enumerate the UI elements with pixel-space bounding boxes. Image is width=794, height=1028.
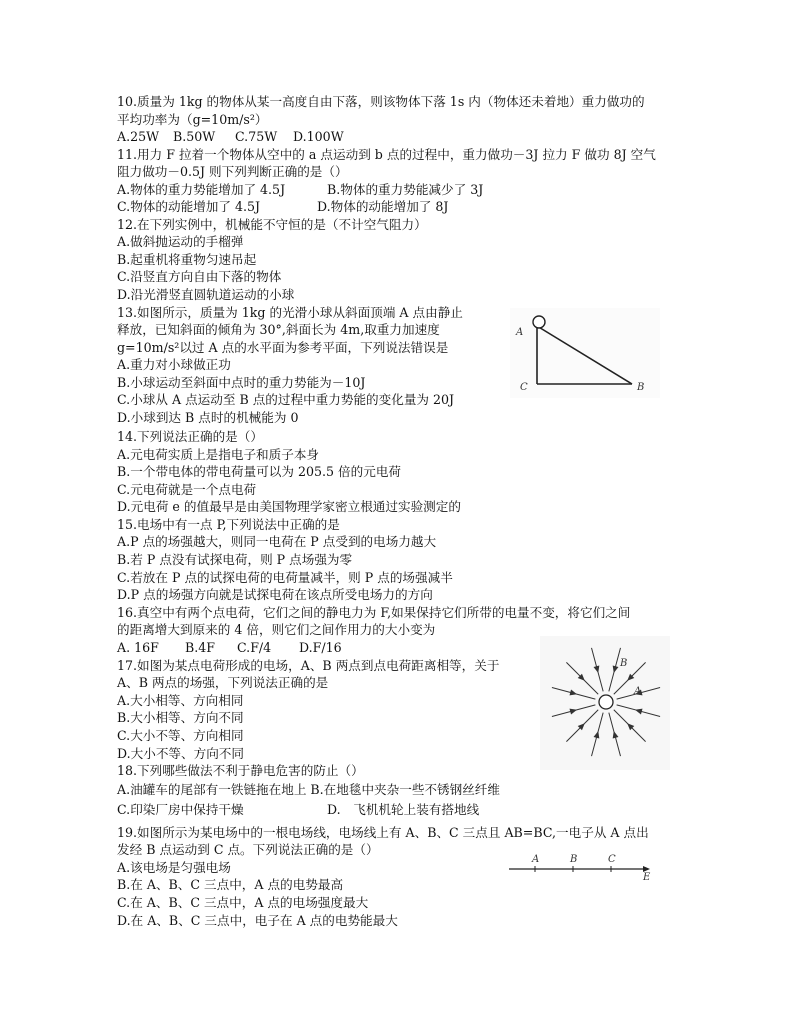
q13-option-c: C.小球从 A 点运动至 B 点的过程中重力势能的变化量为 20J <box>117 392 455 407</box>
q18-option-ab: A.油罐车的尾部有一铁链拖在地上 B.在地毯中夹杂一些不锈钢丝纤维 <box>117 782 500 797</box>
q14-option-d: D.元电荷 e 的值最早是由美国物理学家密立根通过实验测定的 <box>117 499 461 514</box>
q10-stem-line2: 平均功率为（g=10m/s²） <box>117 112 268 127</box>
q19-option-d: D.在 A、B、C 三点中，电子在 A 点的电势能最大 <box>117 913 398 928</box>
q15-option-a: A.P 点的场强越大，则同一电荷在 P 点受到的电场力越大 <box>117 534 437 549</box>
line-label-e: E <box>643 872 651 880</box>
q11-stem-line1: 11.用力 F 拉着一个物体从空中的 a 点运动到 b 点的过程中，重力做功－3J 拉力 F 做功 8J 空气 <box>117 147 656 162</box>
q10-option-b: B.50W <box>173 129 216 144</box>
q13-stem-line1: 13.如图所示，质量为 1kg 的光滑小球从斜面顶端 A 点由静止 <box>117 305 463 320</box>
q16-option-a: A. 16F <box>117 640 159 655</box>
q14-option-c: C.元电荷就是一个点电荷 <box>117 482 257 497</box>
q15-stem: 15.电场中有一点 P,下列说法中正确的是 <box>117 517 340 532</box>
q17-stem-line1: 17.如图为某点电荷形成的电场，A、B 两点到点电荷距离相等，关于 <box>117 658 500 673</box>
line-label-a: A <box>532 854 540 865</box>
q13-option-b: B.小球运动至斜面中点时的重力势能为－10J <box>117 375 366 390</box>
q17-option-c: C.大小不等、方向相同 <box>117 728 244 743</box>
q19-stem-line1: 19.如图所示为某电场中的一根电场线，电场线上有 A、B、C 三点且 AB=BC,一电子从 A 点出 <box>117 825 649 840</box>
q16-option-b: B.4F <box>185 640 216 655</box>
q16-option-d: D.F/16 <box>299 640 342 655</box>
q11-option-c: C.物体的动能增加了 4.5J <box>117 199 261 214</box>
q17-option-a: A.大小相等、方向相同 <box>117 693 244 708</box>
q17-option-d: D.大小不等、方向不同 <box>117 746 244 761</box>
q15-option-b: B.若 P 点没有试探电荷，则 P 点场强为零 <box>117 552 353 567</box>
q18-option-c: C.印染厂房中保持干燥 <box>117 802 244 817</box>
q11-option-b: B.物体的重力势能减少了 3J <box>327 182 484 197</box>
q19-option-a: A.该电场是匀强电场 <box>117 860 231 875</box>
q13-option-d: D.小球到达 B 点时的机械能为 0 <box>117 410 299 425</box>
point-charge-icon <box>599 695 613 709</box>
q16-option-c: C.F/4 <box>237 640 272 655</box>
q10-option-c: C.75W <box>235 129 278 144</box>
q12-option-d: D.沿光滑竖直圆轨道运动的小球 <box>117 287 295 302</box>
q16-stem-line1: 16.真空中有两个点电荷，它们之间的静电力为 F,如果保持它们所带的电量不变，将它们之间 <box>117 605 631 620</box>
q11-option-d: D.物体的动能增加了 8J <box>317 199 449 214</box>
q11-stem-line2: 阻力做功－0.5J 则下列判断正确的是（） <box>117 164 348 179</box>
q16-stem-line2: 的距离增大到原来的 4 倍，则它们之间作用力的大小变为 <box>117 622 436 637</box>
point-charge-field-figure <box>540 636 670 770</box>
field-label-b: B <box>620 658 628 669</box>
q13-option-a: A.重力对小球做正功 <box>117 357 231 372</box>
q18-option-d: D. 飞机机轮上装有搭地线 <box>327 802 480 817</box>
q15-option-c: C.若放在 P 点的试探电荷的电荷量减半，则 P 点的场强减半 <box>117 570 453 585</box>
incline-label-b: B <box>637 382 645 393</box>
ball-icon <box>533 316 545 328</box>
q10-options <box>117 128 344 146</box>
q10-option-a: A.25W <box>117 129 160 144</box>
q16-options <box>117 639 342 657</box>
q12-stem: 12.在下列实例中，机械能不守恒的是（不计空气阻力） <box>117 217 427 232</box>
q10-stem-line1: 10.质量为 1kg 的物体从某一高度自由下落，则该物体下落 1s 内（物体还未着地）重力做功的 <box>117 94 645 109</box>
q14-option-a: A.元电荷实质上是指电子和质子本身 <box>117 447 320 462</box>
q17-option-b: B.大小相等、方向不同 <box>117 710 244 725</box>
line-label-b: B <box>570 854 578 865</box>
q14-stem: 14.下列说法正确的是（） <box>117 429 263 444</box>
q10-option-d: D.100W <box>293 129 344 144</box>
q18-stem: 18.下列哪些做法不利于静电危害的防止（） <box>117 763 364 778</box>
q12-option-b: B.起重机将重物匀速吊起 <box>117 252 257 267</box>
q19-option-c: C.在 A、B、C 三点中，A 点的电场强度最大 <box>117 895 369 910</box>
q17-stem-line2: A、B 两点的场强，下列说法正确的是 <box>117 675 329 690</box>
incline-label-c: C <box>520 382 528 393</box>
q12-option-c: C.沿竖直方向自由下落的物体 <box>117 269 282 284</box>
q15-option-d: D.P 点的场强方向就是试探电荷在该点所受电场力的方向 <box>117 587 433 602</box>
q19-stem-line2: 发经 B 点运动到 C 点。下列说法正确的是（） <box>117 842 379 857</box>
line-label-c: C <box>608 854 616 865</box>
field-label-a: A <box>634 686 642 697</box>
q11-option-a: A.物体的重力势能增加了 4.5J <box>117 182 286 197</box>
q13-stem-line3: g=10m/s²以过 A 点的水平面为参考平面，下列说法错误是 <box>117 340 449 355</box>
q14-option-b: B.一个带电体的带电荷量可以为 205.5 倍的元电荷 <box>117 464 402 479</box>
incline-figure <box>510 308 660 398</box>
q19-option-b: B.在 A、B、C 三点中，A 点的电势最高 <box>117 877 344 892</box>
field-line-figure <box>505 852 655 880</box>
q13-stem-line2: 释放，已知斜面的倾角为 30°,斜面长为 4m,取重力加速度 <box>117 322 440 337</box>
incline-label-a: A <box>516 327 524 338</box>
q12-option-a: A.做斜抛运动的手榴弹 <box>117 234 244 249</box>
